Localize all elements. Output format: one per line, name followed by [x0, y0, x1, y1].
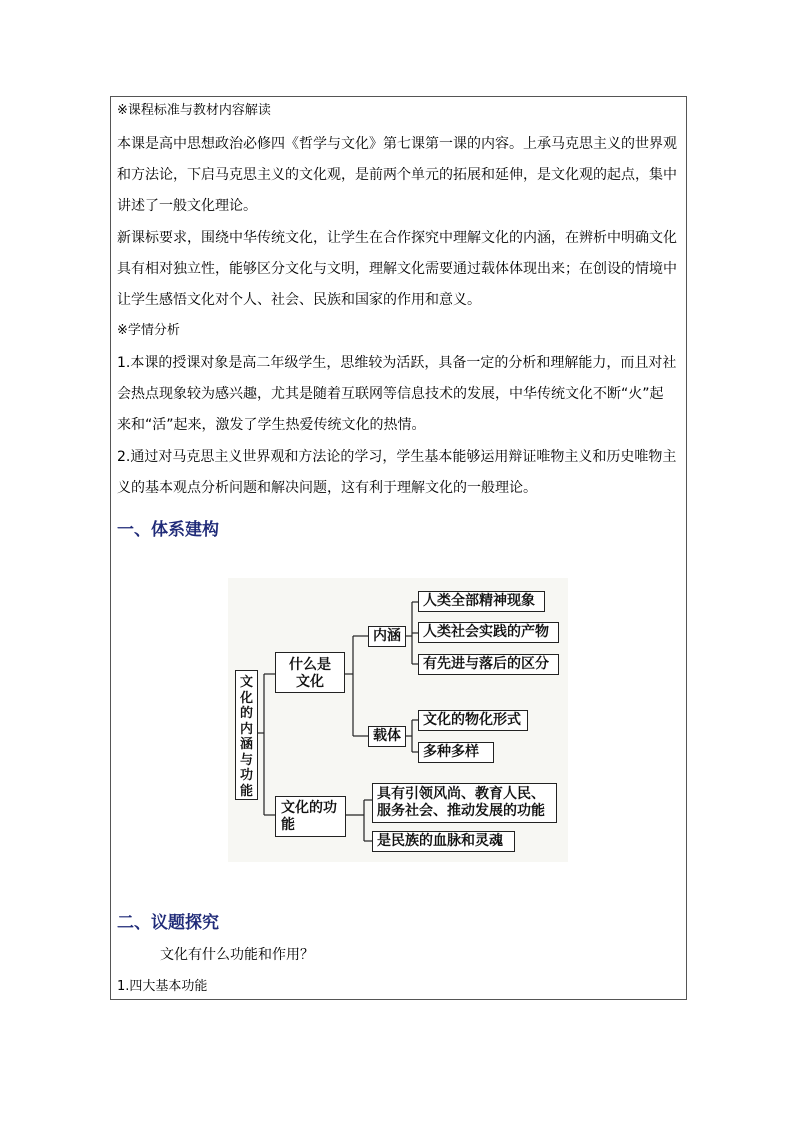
- root-node-culture-connotation-function: 文化的内涵与功能: [235, 670, 258, 800]
- node-what-is-culture: 什么是文化: [275, 652, 345, 693]
- paragraph-line: 2.通过对马克思主义世界观和方法论的学习，学生基本能够运用辩证唯物主义和历史唯物主: [117, 449, 677, 465]
- paragraph-line: 和方法论，下启马克思主义的文化观，是前两个单元的拓展和延伸，是文化观的起点，集中: [117, 167, 677, 183]
- connotation-item: 人类全部精神现象: [418, 591, 545, 612]
- heading-system-construction: 一、体系建构: [117, 520, 219, 540]
- section-title-students: ※学情分析: [117, 323, 180, 338]
- node-connotation: 内涵: [368, 626, 406, 647]
- carrier-item: 多种多样: [418, 742, 494, 763]
- carrier-item: 文化的物化形式: [418, 710, 528, 731]
- paragraph-line: 会热点现象较为感兴趣，尤其是随着互联网等信息技术的发展，中华传统文化不断“火”起: [117, 386, 664, 402]
- paragraph-line: 具有相对独立性，能够区分文化与文明，理解文化需要通过载体体现出来；在创设的情境中: [117, 261, 677, 277]
- paragraph-line: 来和“活”起来，激发了学生热爱传统文化的热情。: [117, 417, 426, 433]
- exploration-question: 文化有什么功能和作用？: [160, 947, 314, 963]
- section-title-standard: ※课程标准与教材内容解读: [117, 103, 271, 118]
- connotation-item: 有先进与落后的区分: [418, 654, 559, 675]
- paragraph-line: 1.本课的授课对象是高二年级学生，思维较为活跃，具备一定的分析和理解能力，而且对社: [117, 355, 677, 371]
- paragraph-line: 本课是高中思想政治必修四《哲学与文化》第七课第一课的内容。上承马克思主义的世界观: [117, 136, 677, 152]
- function-item: 具有引领风尚、教育人民、服务社会、推动发展的功能: [372, 783, 557, 823]
- heading-issue-exploration: 二、议题探究: [117, 913, 219, 933]
- node-carrier: 载体: [368, 726, 406, 747]
- connotation-item: 人类社会实践的产物: [418, 622, 559, 643]
- concept-diagram: [228, 578, 568, 862]
- paragraph-line: 让学生感悟文化对个人、社会、民族和国家的作用和意义。: [117, 292, 481, 308]
- function-item: 是民族的血脉和灵魂: [372, 831, 515, 852]
- paragraph-line: 新课标要求，围绕中华传统文化，让学生在合作探究中理解文化的内涵，在辨析中明确文化: [117, 230, 677, 246]
- subheading-four-functions: 1.四大基本功能: [117, 979, 208, 994]
- node-culture-function: 文化的功能: [275, 796, 346, 837]
- paragraph-line: 义的基本观点分析问题和解决问题，这有利于理解文化的一般理论。: [117, 480, 537, 496]
- paragraph-line: 讲述了一般文化理论。: [117, 198, 257, 214]
